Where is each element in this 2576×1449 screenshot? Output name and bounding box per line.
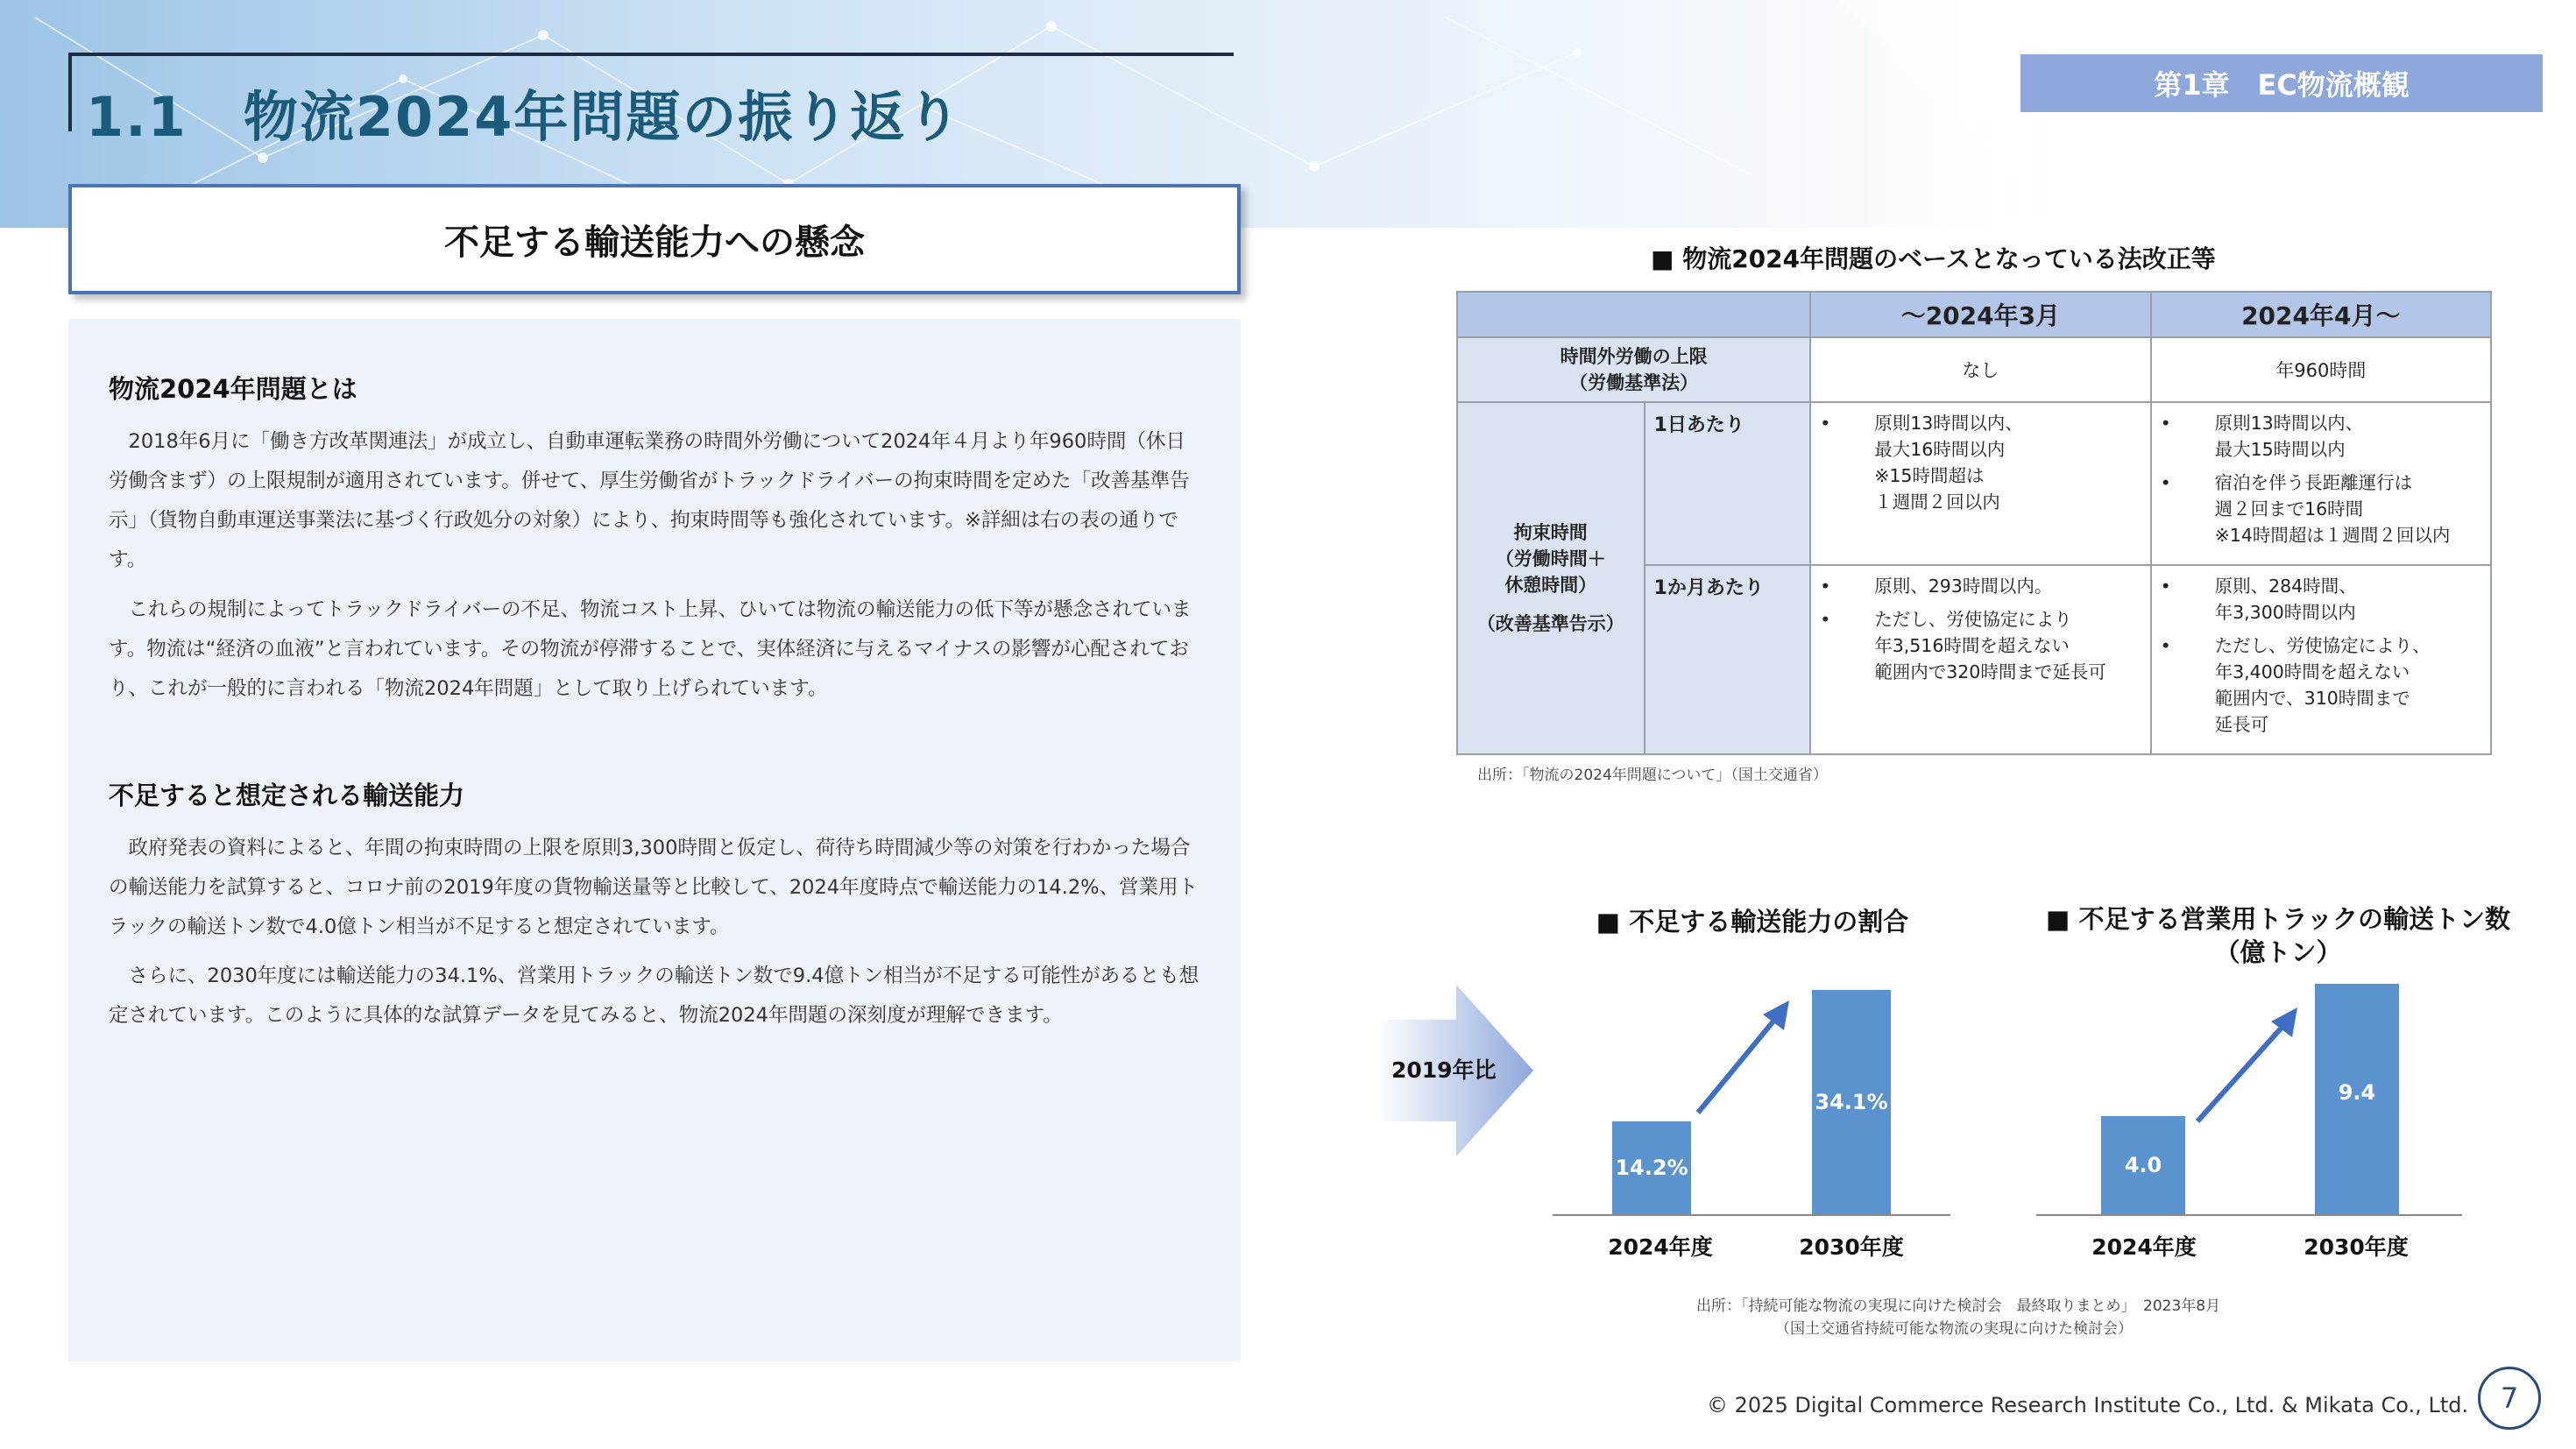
chart2-category: 2030年度 <box>2304 1234 2409 1260</box>
law-revision-table <box>1456 291 2492 755</box>
bar-value-label: 34.1% <box>1815 1090 1888 1115</box>
table-header-empty <box>1457 292 1810 337</box>
chart2-title: ■ 不足する営業用トラックの輸送トン数 （億トン） <box>2046 904 2510 967</box>
table-title: ■ 物流2024年問題のベースとなっている法改正等 <box>1651 244 2216 273</box>
chart-source: 出所：「持続可能な物流の実現に向けた検討会 最終取りまとめ」 2023年8月 （国土交通省持続可能な物流の実現に向けた検討会） <box>1696 1297 2221 1338</box>
title-side-rule <box>68 53 72 131</box>
chart1-title: ■ 不足する輸送能力の割合 <box>1596 907 1909 937</box>
cell-overtime-before: なし <box>1810 337 2150 402</box>
bar-value-label: 9.4 <box>2338 1079 2376 1105</box>
cell-day-before: • 原則13時間以内、 最大16時間以内 ※15時間超は １週間２回以内 <box>1810 402 2150 565</box>
chart1-category: 2024年度 <box>1608 1234 1713 1260</box>
page-number: 7 <box>2478 1367 2541 1430</box>
copyright: © 2025 Digital Commerce Research Institute Co., Ltd. & Mikata Co., Ltd. <box>1707 1393 2469 1417</box>
left-text-panel <box>68 319 1241 1361</box>
sub-label-month: 1か月あたり <box>1645 565 1811 754</box>
increase-arrow-icon <box>1691 999 1796 1121</box>
bar-value-label: 4.0 <box>2124 1153 2162 1177</box>
title-rule <box>68 53 1234 56</box>
paragraph: 2018年6月に「働き方改革関連法」が成立し、自動車運転業務の時間外労働について2024年４月より年960時間（休日労働含まず）の上限規制が適用されています。併せて、厚生労働省がトラックドライバーの拘束時間を定めた「改善基準告示」（貨物自動車運送事業法に基づく行政処分の対象）により、拘束時間等も強化されています。※詳細は右の表の通りです。 <box>109 430 1190 571</box>
cell-day-after: • 原則13時間以内、 最大15時間以内 • 宿泊を伴う長距離運行は 週２回まで16時間 ※14時間超は１週間２回以内 <box>2151 402 2491 565</box>
sub-label-day: 1日あたり <box>1645 402 1811 565</box>
page-title: 1.1 物流2024年問題の振り返り <box>86 85 963 149</box>
paragraph: 政府発表の資料によると、年間の拘束時間の上限を原則3,300時間と仮定し、荷待ち時間減少等の対策を行わかった場合の輸送能力を試算すると、コロナ前の2019年度の貨物輸送量等と比較して、2024年度時点で輸送能力の14.2%、営業用トラックの輸送トン数で4.0億トン相当が不足すると想定されています。 <box>109 837 1199 938</box>
paragraph: これらの規制によってトラックドライバーの不足、物流コスト上昇、ひいては物流の輸送能力の低下等が懸念されています。物流は“経済の血液”と言われています。その物流が停滞することで、実体経済に与えるマイナスの影響が心配されており、これが一般的に言われる「物流2024年問題」として取り上げられています。 <box>109 598 1192 700</box>
section-subtitle: 不足する輸送能力への懸念 <box>68 184 1241 294</box>
increase-arrow-icon <box>2190 1007 2304 1130</box>
cell-overtime-after: 年960時間 <box>2151 337 2491 402</box>
section-heading-2024-problem: 物流2024年問題とは <box>109 374 357 404</box>
comparison-label: 2019年比 <box>1391 1057 1497 1083</box>
section-heading-capacity: 不足すると想定される輸送能力 <box>109 781 465 810</box>
chapter-badge: 第1章 EC物流概観 <box>2020 54 2543 112</box>
chart2-category: 2024年度 <box>2091 1234 2197 1260</box>
cell-month-after: • 原則、284時間、 年3,300時間以内 • ただし、労使協定により、 年3,400時間を超えない 範囲内で、310時間まで 延長可 <box>2151 565 2491 754</box>
cell-month-before: • 原則、293時間以内。 • ただし、労使協定により 年3,516時間を超えない 範囲内で320時間まで延長可 <box>1810 565 2150 754</box>
chart1-category: 2030年度 <box>1799 1234 1904 1260</box>
chart1-axis <box>1553 1214 1950 1216</box>
paragraph: さらに、2030年度には輸送能力の34.1%、営業用トラックの輸送トン数で9.4億トン相当が不足する可能性があるとも想定されています。このように具体的な試算データを見てみると、物流2024年問題の深刻度が理解できます。 <box>109 965 1200 1027</box>
column-header-before: ～2024年3月 <box>1810 292 2150 337</box>
row-label-overtime: 時間外労働の上限 （労働基準法） <box>1457 337 1810 402</box>
chart2-axis <box>2036 1214 2462 1216</box>
column-header-after: 2024年4月～ <box>2151 292 2491 337</box>
row-label-restraint: 拘束時間 （労働時間＋ 休憩時間） （改善基準告示） <box>1457 402 1645 754</box>
bar-value-label: 14.2% <box>1615 1155 1688 1180</box>
table-source: 出所：「物流の2024年問題について」（国土交通省） <box>1477 767 1828 784</box>
